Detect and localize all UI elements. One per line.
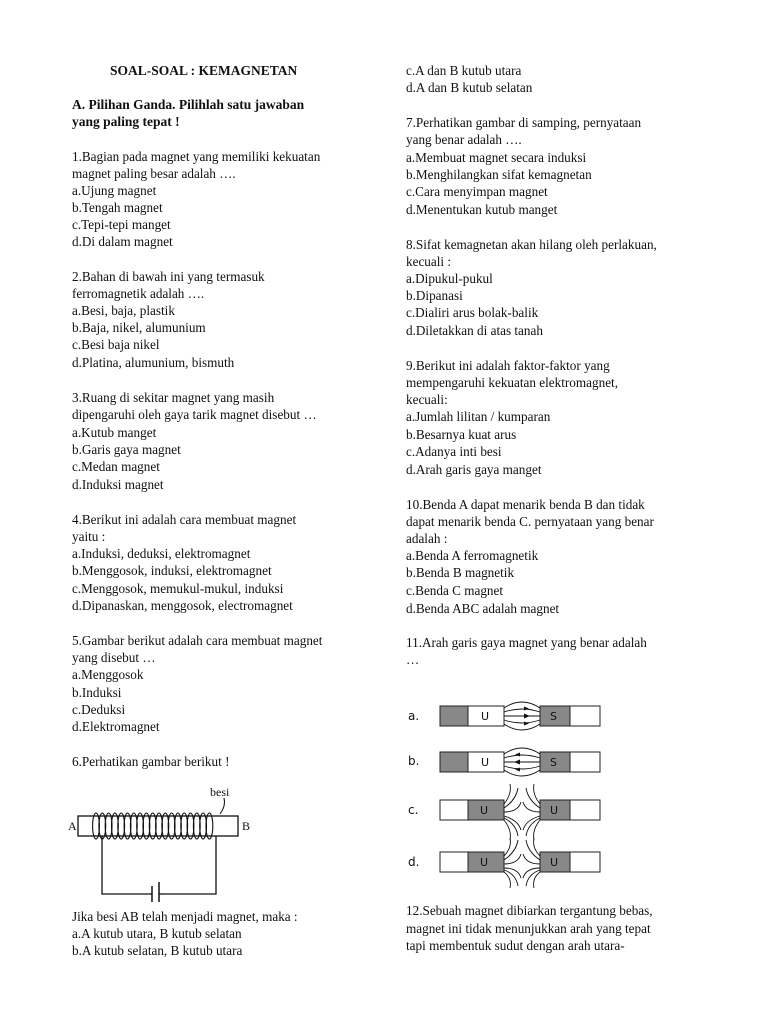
question-2-cont: ferromagnetik adalah ….	[72, 286, 205, 301]
question-3-cont: dipengaruhi oleh gaya tarik magnet disebut …	[72, 407, 317, 422]
svg-text:a.: a.	[408, 709, 420, 723]
question-2: 2.Bahan di bawah ini yang termasuk	[72, 269, 265, 284]
section-heading-cont: yang paling tepat !	[72, 114, 180, 129]
option-7c: c.Cara menyimpan magnet	[406, 184, 548, 199]
option-10a: a.Benda A ferromagnetik	[406, 548, 539, 563]
option-7d: d.Menentukan kutub manget	[406, 202, 558, 217]
question-11: 11.Arah garis gaya magnet yang benar adalah	[406, 635, 647, 650]
question-1-cont: magnet paling besar adalah ….	[72, 166, 236, 181]
question-3: 3.Ruang di sekitar magnet yang masih	[72, 390, 275, 405]
field-diagram-b	[408, 748, 600, 776]
question-5-cont: yang disebut …	[72, 650, 156, 665]
option-10c: c.Benda C magnet	[406, 583, 504, 598]
question-6: 6.Perhatikan gambar berikut !	[72, 754, 230, 769]
option-7a: a.Membuat magnet secara induksi	[406, 150, 587, 165]
question-4: 4.Berikut ini adalah cara membuat magnet	[72, 512, 297, 527]
option-2a: a.Besi, baja, plastik	[72, 303, 175, 318]
option-4d: d.Dipanaskan, menggosok, electromagnet	[72, 598, 293, 613]
option-10d: d.Benda ABC adalah magnet	[406, 601, 560, 616]
svg-text:U: U	[480, 804, 489, 817]
label-a: A	[68, 819, 77, 833]
label-besi: besi	[210, 785, 230, 799]
question-5: 5.Gambar berikut adalah cara membuat magnet	[72, 633, 323, 648]
option-3c: c.Medan magnet	[72, 459, 160, 474]
option-1d: d.Di dalam magnet	[72, 234, 173, 249]
option-6d: d.A dan B kutub selatan	[406, 80, 533, 95]
option-9d: d.Arah garis gaya manget	[406, 462, 542, 477]
option-1c: c.Tepi-tepi manget	[72, 217, 171, 232]
question-11-cont: …	[406, 652, 420, 667]
option-1b: b.Tengah magnet	[72, 200, 163, 215]
option-9b: b.Besarnya kuat arus	[406, 427, 517, 442]
option-10b: b.Benda B magnetik	[406, 565, 515, 580]
option-5b: b.Induksi	[72, 685, 122, 700]
svg-text:c.: c.	[408, 803, 419, 817]
section-heading: A. Pilihan Ganda. Pilihlah satu jawaban	[72, 97, 305, 112]
question-1: 1.Bagian pada magnet yang memiliki kekuatan	[72, 149, 321, 164]
svg-text:U: U	[480, 856, 489, 869]
option-6a: a.A kutub utara, B kutub selatan	[72, 926, 242, 941]
page-title: SOAL-SOAL : KEMAGNETAN	[110, 63, 298, 78]
option-2c: c.Besi baja nikel	[72, 337, 160, 352]
option-3a: a.Kutub manget	[72, 425, 157, 440]
option-8b: b.Dipanasi	[406, 288, 463, 303]
question-8: 8.Sifat kemagnetan akan hilang oleh perlakuan,	[406, 237, 657, 252]
solenoid-figure	[66, 782, 266, 902]
option-4b: b.Menggosok, induksi, elektromagnet	[72, 563, 272, 578]
option-6c: c.A dan B kutub utara	[406, 63, 522, 78]
option-9c: c.Adanya inti besi	[406, 444, 502, 459]
question-10-cont2: adalah :	[406, 531, 448, 546]
question-12-cont: magnet ini tidak menunjukkan arah yang tepat	[406, 921, 651, 936]
question-10: 10.Benda A dapat menarik benda B dan tidak	[406, 497, 645, 512]
option-1a: a.Ujung magnet	[72, 183, 157, 198]
question-7: 7.Perhatikan gambar di samping, pernyataan	[406, 115, 642, 130]
svg-text:b.: b.	[408, 754, 420, 768]
svg-text:S: S	[550, 710, 557, 723]
question-9: 9.Berikut ini adalah faktor-faktor yang	[406, 358, 610, 373]
question-7-cont: yang benar adalah ….	[406, 132, 522, 147]
option-8a: a.Dipukul-pukul	[406, 271, 493, 286]
svg-text:S: S	[550, 756, 557, 769]
field-lines-figure	[400, 690, 620, 890]
question-8-cont: kecuali :	[406, 254, 452, 269]
question-12: 12.Sebuah magnet dibiarkan tergantung bebas,	[406, 903, 653, 918]
svg-text:d.: d.	[408, 855, 420, 869]
question-12-cont2: tapi membentuk sudut dengan arah utara-	[406, 938, 625, 953]
option-6b: b.A kutub selatan, B kutub utara	[72, 943, 243, 958]
question-9-cont2: kecuali:	[406, 392, 448, 407]
option-3b: b.Garis gaya magnet	[72, 442, 181, 457]
question-4-cont: yaitu :	[72, 529, 106, 544]
question-10-cont: dapat menarik benda C. pernyataan yang benar	[406, 514, 654, 529]
question-9-cont: mempengaruhi kekuatan elektromagnet,	[406, 375, 619, 390]
option-4a: a.Induksi, deduksi, elektromagnet	[72, 546, 251, 561]
field-diagram-c	[408, 784, 600, 840]
label-b: B	[242, 819, 251, 833]
option-8d: d.Diletakkan di atas tanah	[406, 323, 543, 338]
option-3d: d.Induksi magnet	[72, 477, 164, 492]
svg-text:U: U	[481, 756, 490, 769]
option-5c: c.Deduksi	[72, 702, 126, 717]
option-5a: a.Menggosok	[72, 667, 144, 682]
field-diagram-d	[408, 838, 600, 888]
option-2b: b.Baja, nikel, alumunium	[72, 320, 206, 335]
svg-text:U: U	[550, 804, 559, 817]
option-8c: c.Dialiri arus bolak-balik	[406, 305, 539, 320]
svg-text:U: U	[550, 856, 559, 869]
question-6-stem: Jika besi AB telah menjadi magnet, maka :	[72, 909, 298, 924]
field-diagram-a	[408, 702, 600, 730]
option-5d: d.Elektromagnet	[72, 719, 160, 734]
option-4c: c.Menggosok, memukul-mukul, induksi	[72, 581, 284, 596]
option-7b: b.Menghilangkan sifat kemagnetan	[406, 167, 592, 182]
option-2d: d.Platina, alumunium, bismuth	[72, 355, 235, 370]
option-9a: a.Jumlah lilitan / kumparan	[406, 409, 551, 424]
svg-text:U: U	[481, 710, 490, 723]
